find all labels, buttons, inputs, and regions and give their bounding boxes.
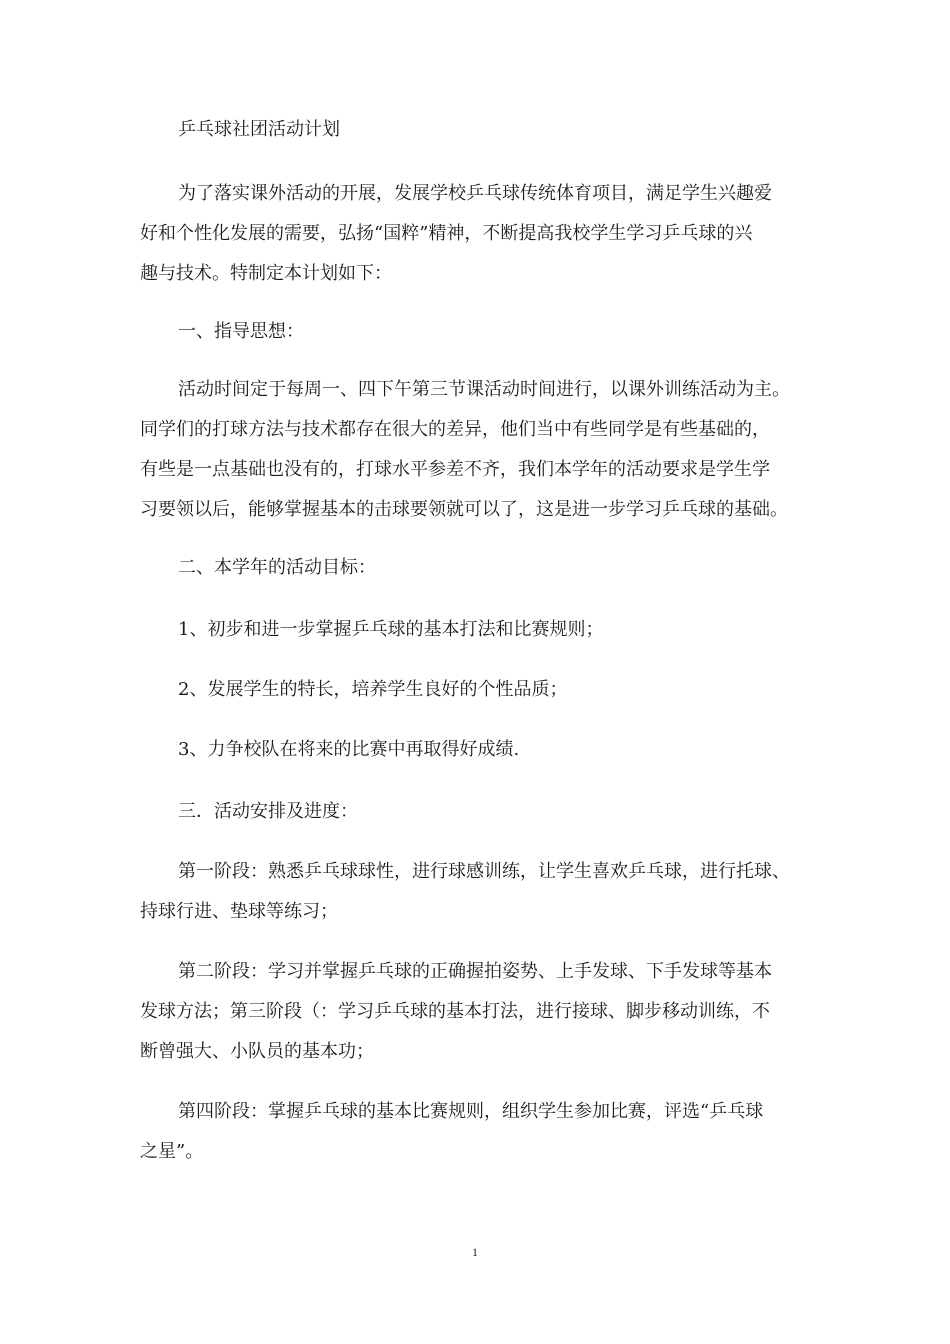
section1-line: 同学们的打球方法与技术都存在很大的差异，他们当中有些同学是有些基础的，: [140, 419, 770, 440]
section1-line: 有些是一点基础也没有的，打球水平参差不齐，我们本学年的活动要求是学生学: [140, 459, 770, 480]
goal-item: 2、发展学生的特长，培养学生良好的个性品质；: [178, 679, 568, 700]
document-title: 乒乓球社团活动计划: [178, 119, 340, 140]
page-number: 1: [472, 1245, 478, 1259]
stage1-paragraph: [140, 852, 820, 932]
section2-heading: 二、本学年的活动目标：: [178, 557, 376, 578]
section3-heading: 三．活动安排及进度：: [178, 801, 358, 822]
stage4-line: 之星”。: [140, 1141, 204, 1162]
stage2-line: 第二阶段：学习并掌握乒乓球的正确握拍姿势、上手发球、下手发球等基本: [178, 961, 772, 982]
intro-paragraph: [140, 174, 820, 294]
intro-line: 好和个性化发展的需要，弘扬“国粹”精神，不断提高我校学生学习乒乓球的兴: [140, 223, 753, 244]
section1-paragraph: [140, 370, 820, 530]
goal-item: 1、初步和进一步掌握乒乓球的基本打法和比赛规则；: [178, 619, 604, 640]
stage4-paragraph: [140, 1092, 820, 1172]
stage2-line: 发球方法；第三阶段（：学习乒乓球的基本打法，进行接球、脚步移动训练，不: [140, 1001, 770, 1022]
stage1-line: 第一阶段：熟悉乒乓球球性，进行球感训练，让学生喜欢乒乓球，进行托球、: [178, 861, 790, 882]
stage4-line: 第四阶段：掌握乒乓球的基本比赛规则，组织学生参加比赛，评选“乒乓球: [178, 1101, 764, 1122]
section1-line: 习要领以后，能够掌握基本的击球要领就可以了，这是进一步学习乒乓球的基础。: [140, 499, 788, 520]
intro-line: 趣与技术。特制定本计划如下：: [140, 263, 392, 284]
goal-item: 3、力争校队在将来的比赛中再取得好成绩.: [178, 739, 520, 760]
stage2-line: 断曾强大、小队员的基本功；: [140, 1041, 374, 1062]
section1-line: 活动时间定于每周一、四下午第三节课活动时间进行，以课外训练活动为主。: [178, 379, 790, 400]
section1-heading: 一、指导思想：: [178, 321, 304, 342]
intro-line: 为了落实课外活动的开展，发展学校乒乓球传统体育项目，满足学生兴趣爱: [178, 183, 772, 204]
stage1-line: 持球行进、垫球等练习；: [140, 901, 338, 922]
stage2-paragraph: [140, 952, 820, 1072]
